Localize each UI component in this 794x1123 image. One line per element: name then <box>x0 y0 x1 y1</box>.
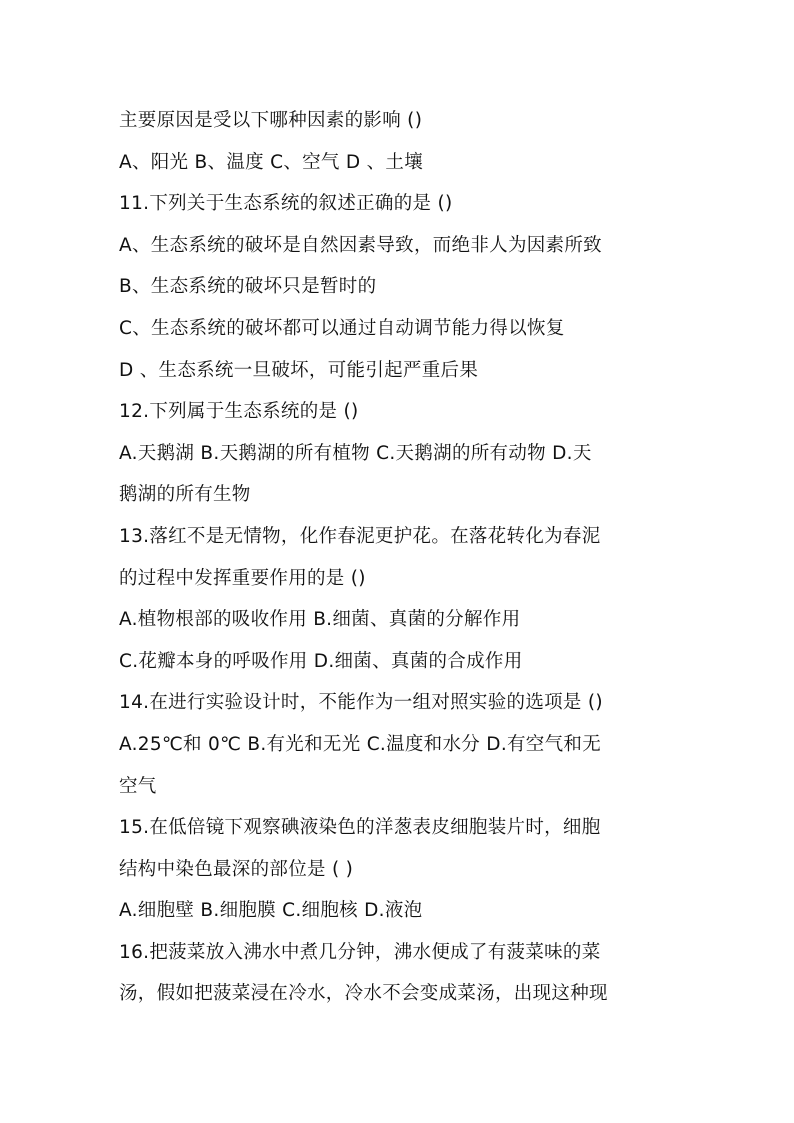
question-13: 13.落红不是无情物，化作春泥更护花。在落花转化为春泥 <box>119 525 601 547</box>
document-body <box>119 100 679 1015</box>
option-line: A.天鹅湖 B.天鹅湖的所有植物 C.天鹅湖的所有动物 D.天 <box>119 442 592 464</box>
question-14: 14.在进行实验设计时，不能作为一组对照实验的选项是 () <box>119 692 603 714</box>
option-line: C、生态系统的破坏都可以通过自动调节能力得以恢复 <box>119 317 565 339</box>
option-line: 鹅湖的所有生物 <box>119 484 251 506</box>
text-line: 汤，假如把菠菜浸在冷水，冷水不会变成菜汤，出现这种现 <box>119 983 608 1005</box>
text-line: 结构中染色最深的部位是 ( ) <box>119 858 354 880</box>
question-11: 11.下列关于生态系统的叙述正确的是 () <box>119 193 453 215</box>
option-line: B、生态系统的破坏只是暂时的 <box>119 276 377 298</box>
option-line: A.细胞壁 B.细胞膜 C.细胞核 D.液泡 <box>119 900 423 922</box>
option-line: 空气 <box>119 775 157 797</box>
question-15: 15.在低倍镜下观察碘液染色的洋葱表皮细胞装片时，细胞 <box>119 817 601 839</box>
question-12: 12.下列属于生态系统的是 () <box>119 401 359 423</box>
option-line: D 、生态系统一旦破坏，可能引起严重后果 <box>119 359 479 381</box>
option-line: C.花瓣本身的呼吸作用 D.细菌、真菌的合成作用 <box>119 650 523 672</box>
option-line: A.25℃和 0℃ B.有光和无光 C.温度和水分 D.有空气和无 <box>119 733 601 755</box>
text-line: 主要原因是受以下哪种因素的影响 () <box>119 110 423 131</box>
question-16: 16.把菠菜放入沸水中煮几分钟，沸水便成了有菠菜味的菜 <box>119 941 601 963</box>
option-line: A、生态系统的破坏是自然因素导致，而绝非人为因素所致 <box>119 234 602 256</box>
text-line: 的过程中发挥重要作用的是 () <box>119 567 366 589</box>
option-line: A.植物根部的吸收作用 B.细菌、真菌的分解作用 <box>119 609 521 631</box>
text-line: A、阳光 B、温度 C、空气 D 、土壤 <box>119 151 424 173</box>
